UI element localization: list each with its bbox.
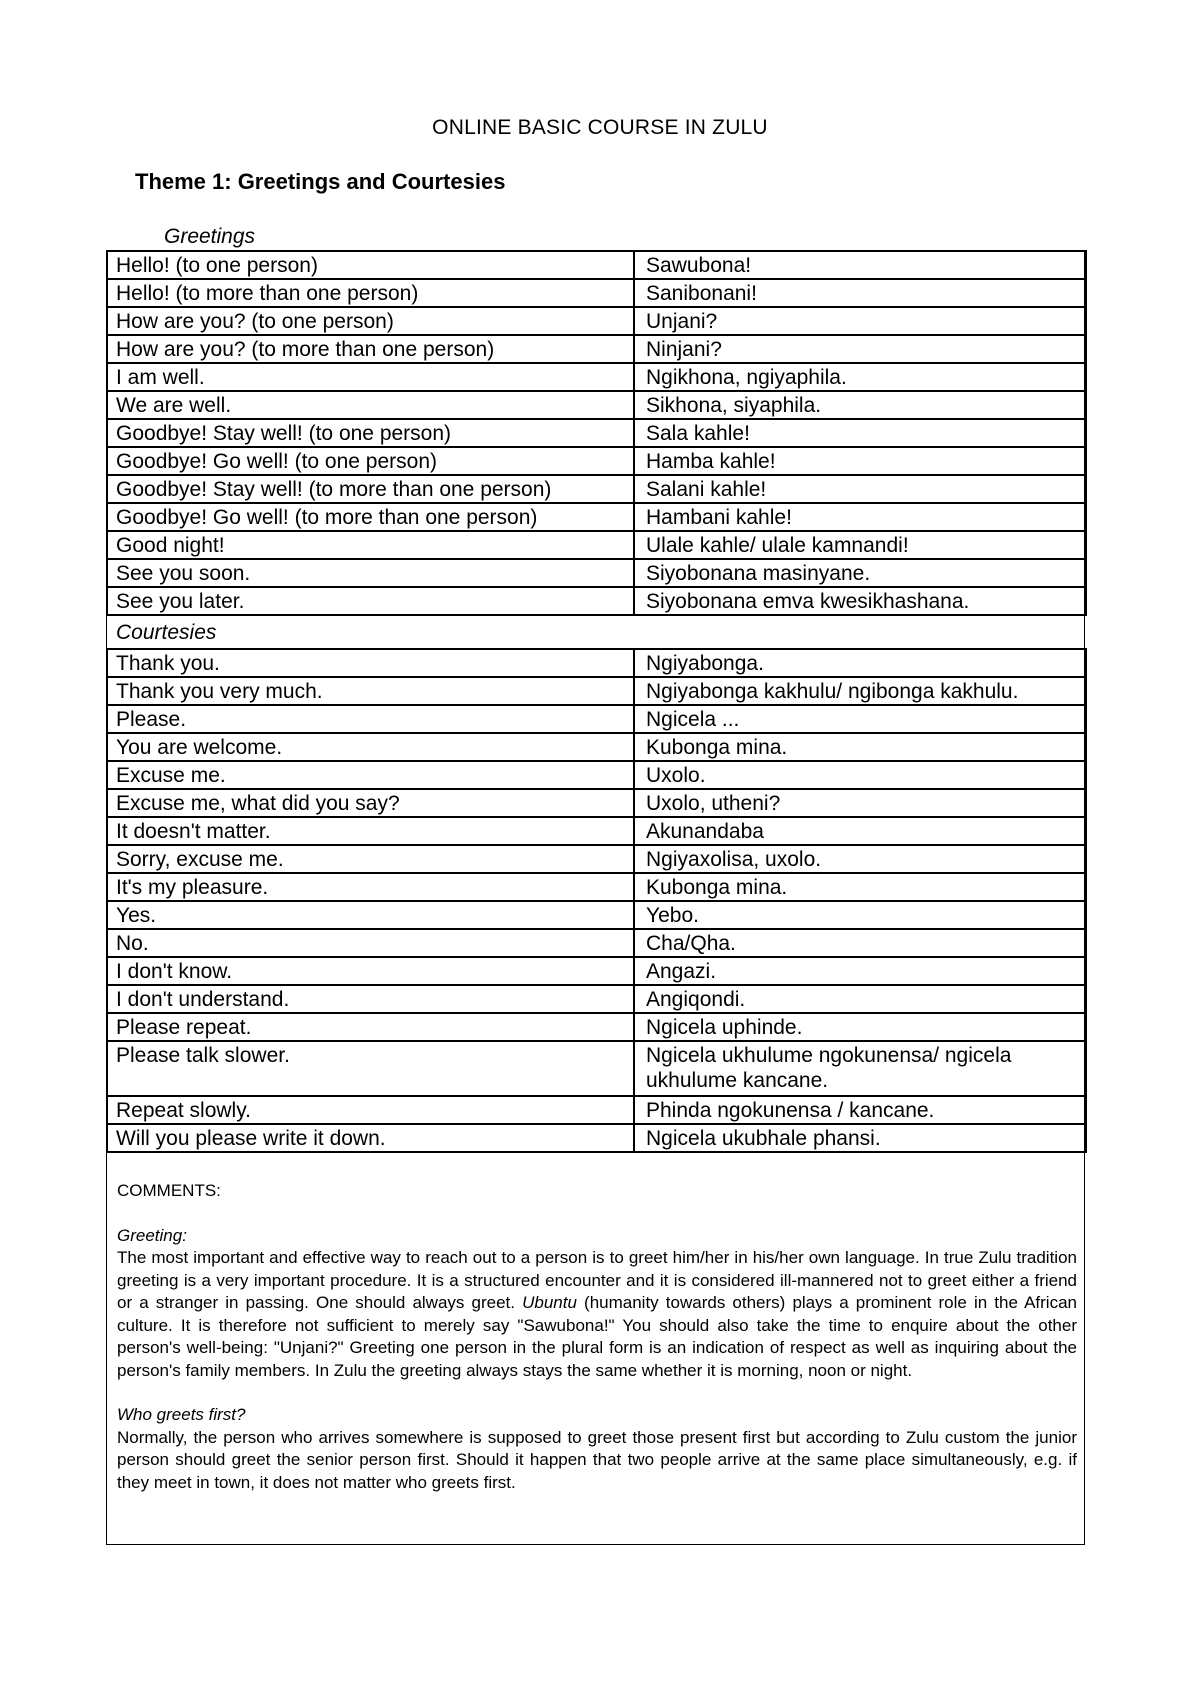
english-phrase: Please repeat.: [107, 1013, 634, 1041]
phrase-row: [107, 985, 1086, 1013]
english-phrase: You are welcome.: [107, 733, 634, 761]
zulu-phrase: Akunandaba: [634, 817, 1086, 845]
phrase-row: [107, 587, 1086, 615]
english-phrase: Thank you.: [107, 649, 634, 677]
phrase-row: [107, 447, 1086, 475]
phrase-row: [107, 761, 1086, 789]
zulu-phrase: Siyobonana emva kwesikhashana.: [634, 587, 1086, 615]
greeting-text-1: The most important and effective way to reach out to a person is to greet him/her in his/her own language. In true Zulu tradition greeting is a very important procedure. It is a structured encounter and it is considered ill-mannered not to greet either a friend or a stranger in passing. One should always greet.: [117, 1248, 1077, 1312]
ubuntu-term: Ubuntu: [522, 1293, 577, 1312]
zulu-phrase: Ngicela ...: [634, 705, 1086, 733]
zulu-phrase: Ulale kahle/ ulale kamnandi!: [634, 531, 1086, 559]
english-phrase: I am well.: [107, 363, 634, 391]
zulu-phrase: Unjani?: [634, 307, 1086, 335]
zulu-phrase: Ngiyabonga.: [634, 649, 1086, 677]
zulu-phrase: Cha/Qha.: [634, 929, 1086, 957]
english-phrase: It's my pleasure.: [107, 873, 634, 901]
zulu-phrase: Phinda ngokunensa / kancane.: [634, 1096, 1086, 1124]
phrase-row: [107, 845, 1086, 873]
zulu-phrase: Hambani kahle!: [634, 503, 1086, 531]
zulu-phrase: Ngiyaxolisa, uxolo.: [634, 845, 1086, 873]
courtesies-table: [106, 648, 1087, 1153]
zulu-phrase: Sawubona!: [634, 251, 1086, 279]
english-phrase: See you later.: [107, 587, 634, 615]
greetings-label: Greetings: [164, 225, 256, 248]
phrase-row: [107, 251, 1086, 279]
zulu-phrase: Kubonga mina.: [634, 873, 1086, 901]
english-phrase: Good night!: [107, 531, 634, 559]
english-phrase: No.: [107, 929, 634, 957]
greeting-paragraph: [117, 1247, 1077, 1382]
english-phrase: Yes.: [107, 901, 634, 929]
zulu-phrase: Ninjani?: [634, 335, 1086, 363]
zulu-phrase: Sikhona, siyaphila.: [634, 391, 1086, 419]
zulu-phrase: Sanibonani!: [634, 279, 1086, 307]
zulu-phrase: Hamba kahle!: [634, 447, 1086, 475]
phrase-row: [107, 649, 1086, 677]
english-phrase: Hello! (to one person): [107, 251, 634, 279]
phrase-row: [107, 503, 1086, 531]
phrase-row: [107, 677, 1086, 705]
zulu-phrase: Ngicela ukubhale phansi.: [634, 1124, 1086, 1152]
english-phrase: Will you please write it down.: [107, 1124, 634, 1152]
english-phrase: Goodbye! Go well! (to one person): [107, 447, 634, 475]
phrase-row: [107, 733, 1086, 761]
greeting-text-2: (humanity towards others) plays a prominent role in the African culture. It is therefore not sufficient to merely say "Sawubona!" You should also take the time to enquire about the other person's well-being: "Unjani?" Greeting one person in the plural form is an indication of respect as well as inquiring about the person's family members. In Zulu the greeting always stays the same whether it is morning, noon or night.: [117, 1293, 1077, 1380]
greetings-table: [106, 250, 1087, 616]
zulu-phrase: Sala kahle!: [634, 419, 1086, 447]
english-phrase: See you soon.: [107, 559, 634, 587]
phrase-row: [107, 1124, 1086, 1152]
phrase-row: [107, 391, 1086, 419]
phrase-row: [107, 559, 1086, 587]
zulu-phrase: Angazi.: [634, 957, 1086, 985]
phrase-row: [107, 957, 1086, 985]
comments-heading: COMMENTS:: [117, 1181, 221, 1200]
english-phrase: How are you? (to more than one person): [107, 335, 634, 363]
who-greets-subheading: Who greets first?: [117, 1405, 246, 1424]
page-title: ONLINE BASIC COURSE IN ZULU: [432, 116, 768, 139]
english-phrase: Please.: [107, 705, 634, 733]
phrase-row: [107, 817, 1086, 845]
english-phrase: We are well.: [107, 391, 634, 419]
phrase-row: [107, 1096, 1086, 1124]
who-greets-paragraph: Normally, the person who arrives somewhere is supposed to greet those present first but according to Zulu custom the junior person should greet the senior person first. Should it happen that two people arrive at the same place simultaneously, e.g. if they meet in town, it does not matter who greets first.: [117, 1427, 1077, 1492]
phrase-row: [107, 901, 1086, 929]
english-phrase: Sorry, excuse me.: [107, 845, 634, 873]
english-phrase: Excuse me, what did you say?: [107, 789, 634, 817]
phrase-row: [107, 1041, 1086, 1096]
phrase-row: [107, 475, 1086, 503]
zulu-phrase: Yebo.: [634, 901, 1086, 929]
zulu-phrase: Ngicela ukhulume ngokunensa/ ngicela ukhulume kancane.: [634, 1041, 1086, 1096]
phrase-row: [107, 279, 1086, 307]
english-phrase: I don't understand.: [107, 985, 634, 1013]
english-phrase: Excuse me.: [107, 761, 634, 789]
comments-section: [117, 1180, 1077, 1516]
zulu-phrase: Ngicela uphinde.: [634, 1013, 1086, 1041]
theme-heading: Theme 1: Greetings and Courtesies: [135, 169, 506, 194]
english-phrase: Please talk slower.: [107, 1041, 634, 1096]
phrase-row: [107, 335, 1086, 363]
zulu-phrase: Ngikhona, ngiyaphila.: [634, 363, 1086, 391]
english-phrase: I don't know.: [107, 957, 634, 985]
english-phrase: Repeat slowly.: [107, 1096, 634, 1124]
phrase-row: [107, 363, 1086, 391]
zulu-phrase: Siyobonana masinyane.: [634, 559, 1086, 587]
phrase-row: [107, 419, 1086, 447]
phrase-row: [107, 531, 1086, 559]
courtesies-label: Courtesies: [116, 621, 217, 644]
zulu-phrase: Kubonga mina.: [634, 733, 1086, 761]
english-phrase: How are you? (to one person): [107, 307, 634, 335]
phrase-row: [107, 929, 1086, 957]
phrase-row: [107, 1013, 1086, 1041]
english-phrase: Goodbye! Stay well! (to more than one person): [107, 475, 634, 503]
english-phrase: Hello! (to more than one person): [107, 279, 634, 307]
english-phrase: Goodbye! Go well! (to more than one person): [107, 503, 634, 531]
zulu-phrase: Salani kahle!: [634, 475, 1086, 503]
zulu-phrase: Ngiyabonga kakhulu/ ngibonga kakhulu.: [634, 677, 1086, 705]
zulu-phrase: Angiqondi.: [634, 985, 1086, 1013]
english-phrase: Goodbye! Stay well! (to one person): [107, 419, 634, 447]
phrase-row: [107, 873, 1086, 901]
phrase-row: [107, 789, 1086, 817]
zulu-phrase: Uxolo, utheni?: [634, 789, 1086, 817]
english-phrase: It doesn't matter.: [107, 817, 634, 845]
phrase-row: [107, 307, 1086, 335]
english-phrase: Thank you very much.: [107, 677, 634, 705]
zulu-phrase: Uxolo.: [634, 761, 1086, 789]
greeting-subheading: Greeting:: [117, 1225, 187, 1245]
phrase-row: [107, 705, 1086, 733]
